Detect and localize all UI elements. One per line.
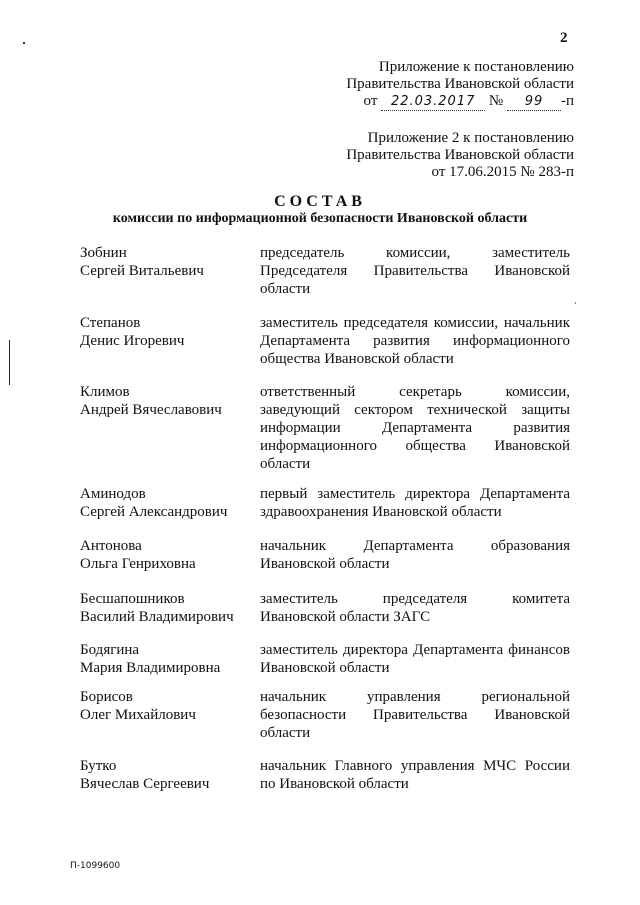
member-name [80,590,250,626]
member-name-line: Мария Владимировна [80,660,221,676]
member-position [260,537,570,573]
member-position-line: Департамента развития информационного [260,333,570,349]
member-position-line: общества Ивановской области [260,351,454,367]
member-name-line: Андрей Вячеславович [80,402,222,418]
member-position [260,485,570,521]
document-title: СОСТАВ [274,193,366,210]
appendix2-line: Правительства Ивановской области [346,147,574,163]
member-name-line: Антонова [80,538,142,554]
member-position-line: заведующий сектором технической защиты [260,402,570,418]
member-position [260,688,570,742]
member-position-line: ответственный секретарь комиссии, [260,384,570,400]
member-position-line: начальник Главного управления МЧС России [260,758,570,774]
from-label: от [363,93,378,109]
member-position-line: Ивановской области ЗАГС [260,609,431,625]
member-name-line: Степанов [80,315,141,331]
member-name-line: Климов [80,384,130,400]
member-position-line: заместитель председателя комитета [260,591,570,607]
member-name-line: Денис Игоревич [80,333,185,349]
member-position-line: заместитель председателя комиссии, начальник [260,315,570,331]
appendix-line: Приложение к постановлению [378,59,574,75]
appendix2-line: от 17.06.2015 № 283-п [431,164,574,180]
member-name [80,757,250,793]
member-position-line: безопасности Правительства Ивановской [260,707,570,723]
member-position-line: заместитель директора Департамента финансов [260,642,570,658]
member-name [80,688,250,724]
member-position [260,383,570,473]
member-position-line: здравоохранения Ивановской области [260,504,502,520]
member-name-line: Сергей Витальевич [80,263,204,279]
member-position [260,757,570,793]
member-position-line: председатель комиссии, заместитель [260,245,570,261]
scan-speck [23,42,25,44]
member-position-line: первый заместитель директора Департамента [260,486,570,502]
member-position [260,314,570,368]
member-position-line: области [260,281,311,297]
footer-code: П-1099600 [70,861,121,871]
member-position-line: Ивановской области [260,556,390,572]
handwritten-date: 22.03.2017 [381,93,485,111]
member-name-line: Борисов [80,689,133,705]
member-position-line: начальник Департамента образования [260,538,570,554]
scan-speck [575,302,576,304]
member-name [80,641,250,677]
member-name-line: Бодягина [80,642,140,658]
member-name-line: Зобнин [80,245,127,261]
number-label: № [488,93,504,109]
member-name-line: Ольга Генриховна [80,556,196,572]
member-position-line: области [260,456,311,472]
member-name-line: Василий Владимирович [80,609,234,625]
member-name-line: Олег Михайлович [80,707,196,723]
member-position-line: Председателя Правительства Ивановской [260,263,570,279]
member-position-line: информации Департамента развития [260,420,570,436]
member-position-line: начальник управления региональной [260,689,570,705]
appendix-line: Правительства Ивановской области [346,76,574,92]
handwritten-number: 99 [507,93,561,111]
appendix2-header [254,130,574,181]
member-name-line: Вячеслав Сергеевич [80,776,210,792]
member-name-line: Сергей Александрович [80,504,228,520]
member-name [80,244,250,280]
member-name-line: Бутко [80,758,117,774]
document-subtitle: комиссии по информационной безопасности Ивановской области [112,211,528,226]
member-name-line: Бесшапошников [80,591,185,607]
page-number: 2 [560,30,568,46]
appendix2-line: Приложение 2 к постановлению [367,130,574,146]
member-position-line: по Ивановской области [260,776,409,792]
member-name [80,485,250,521]
appendix-date-line [254,93,574,110]
member-position-line: области [260,725,311,741]
member-position [260,244,570,298]
member-position [260,641,570,677]
number-suffix: -п [560,93,574,109]
member-name [80,314,250,350]
member-position-line: информационного общества Ивановской [260,438,570,454]
member-position-line: Ивановской области [260,660,390,676]
margin-mark [9,340,10,385]
member-name [80,537,250,573]
appendix-header [254,59,574,110]
member-name-line: Аминодов [80,486,146,502]
member-name [80,383,250,419]
member-position [260,590,570,626]
